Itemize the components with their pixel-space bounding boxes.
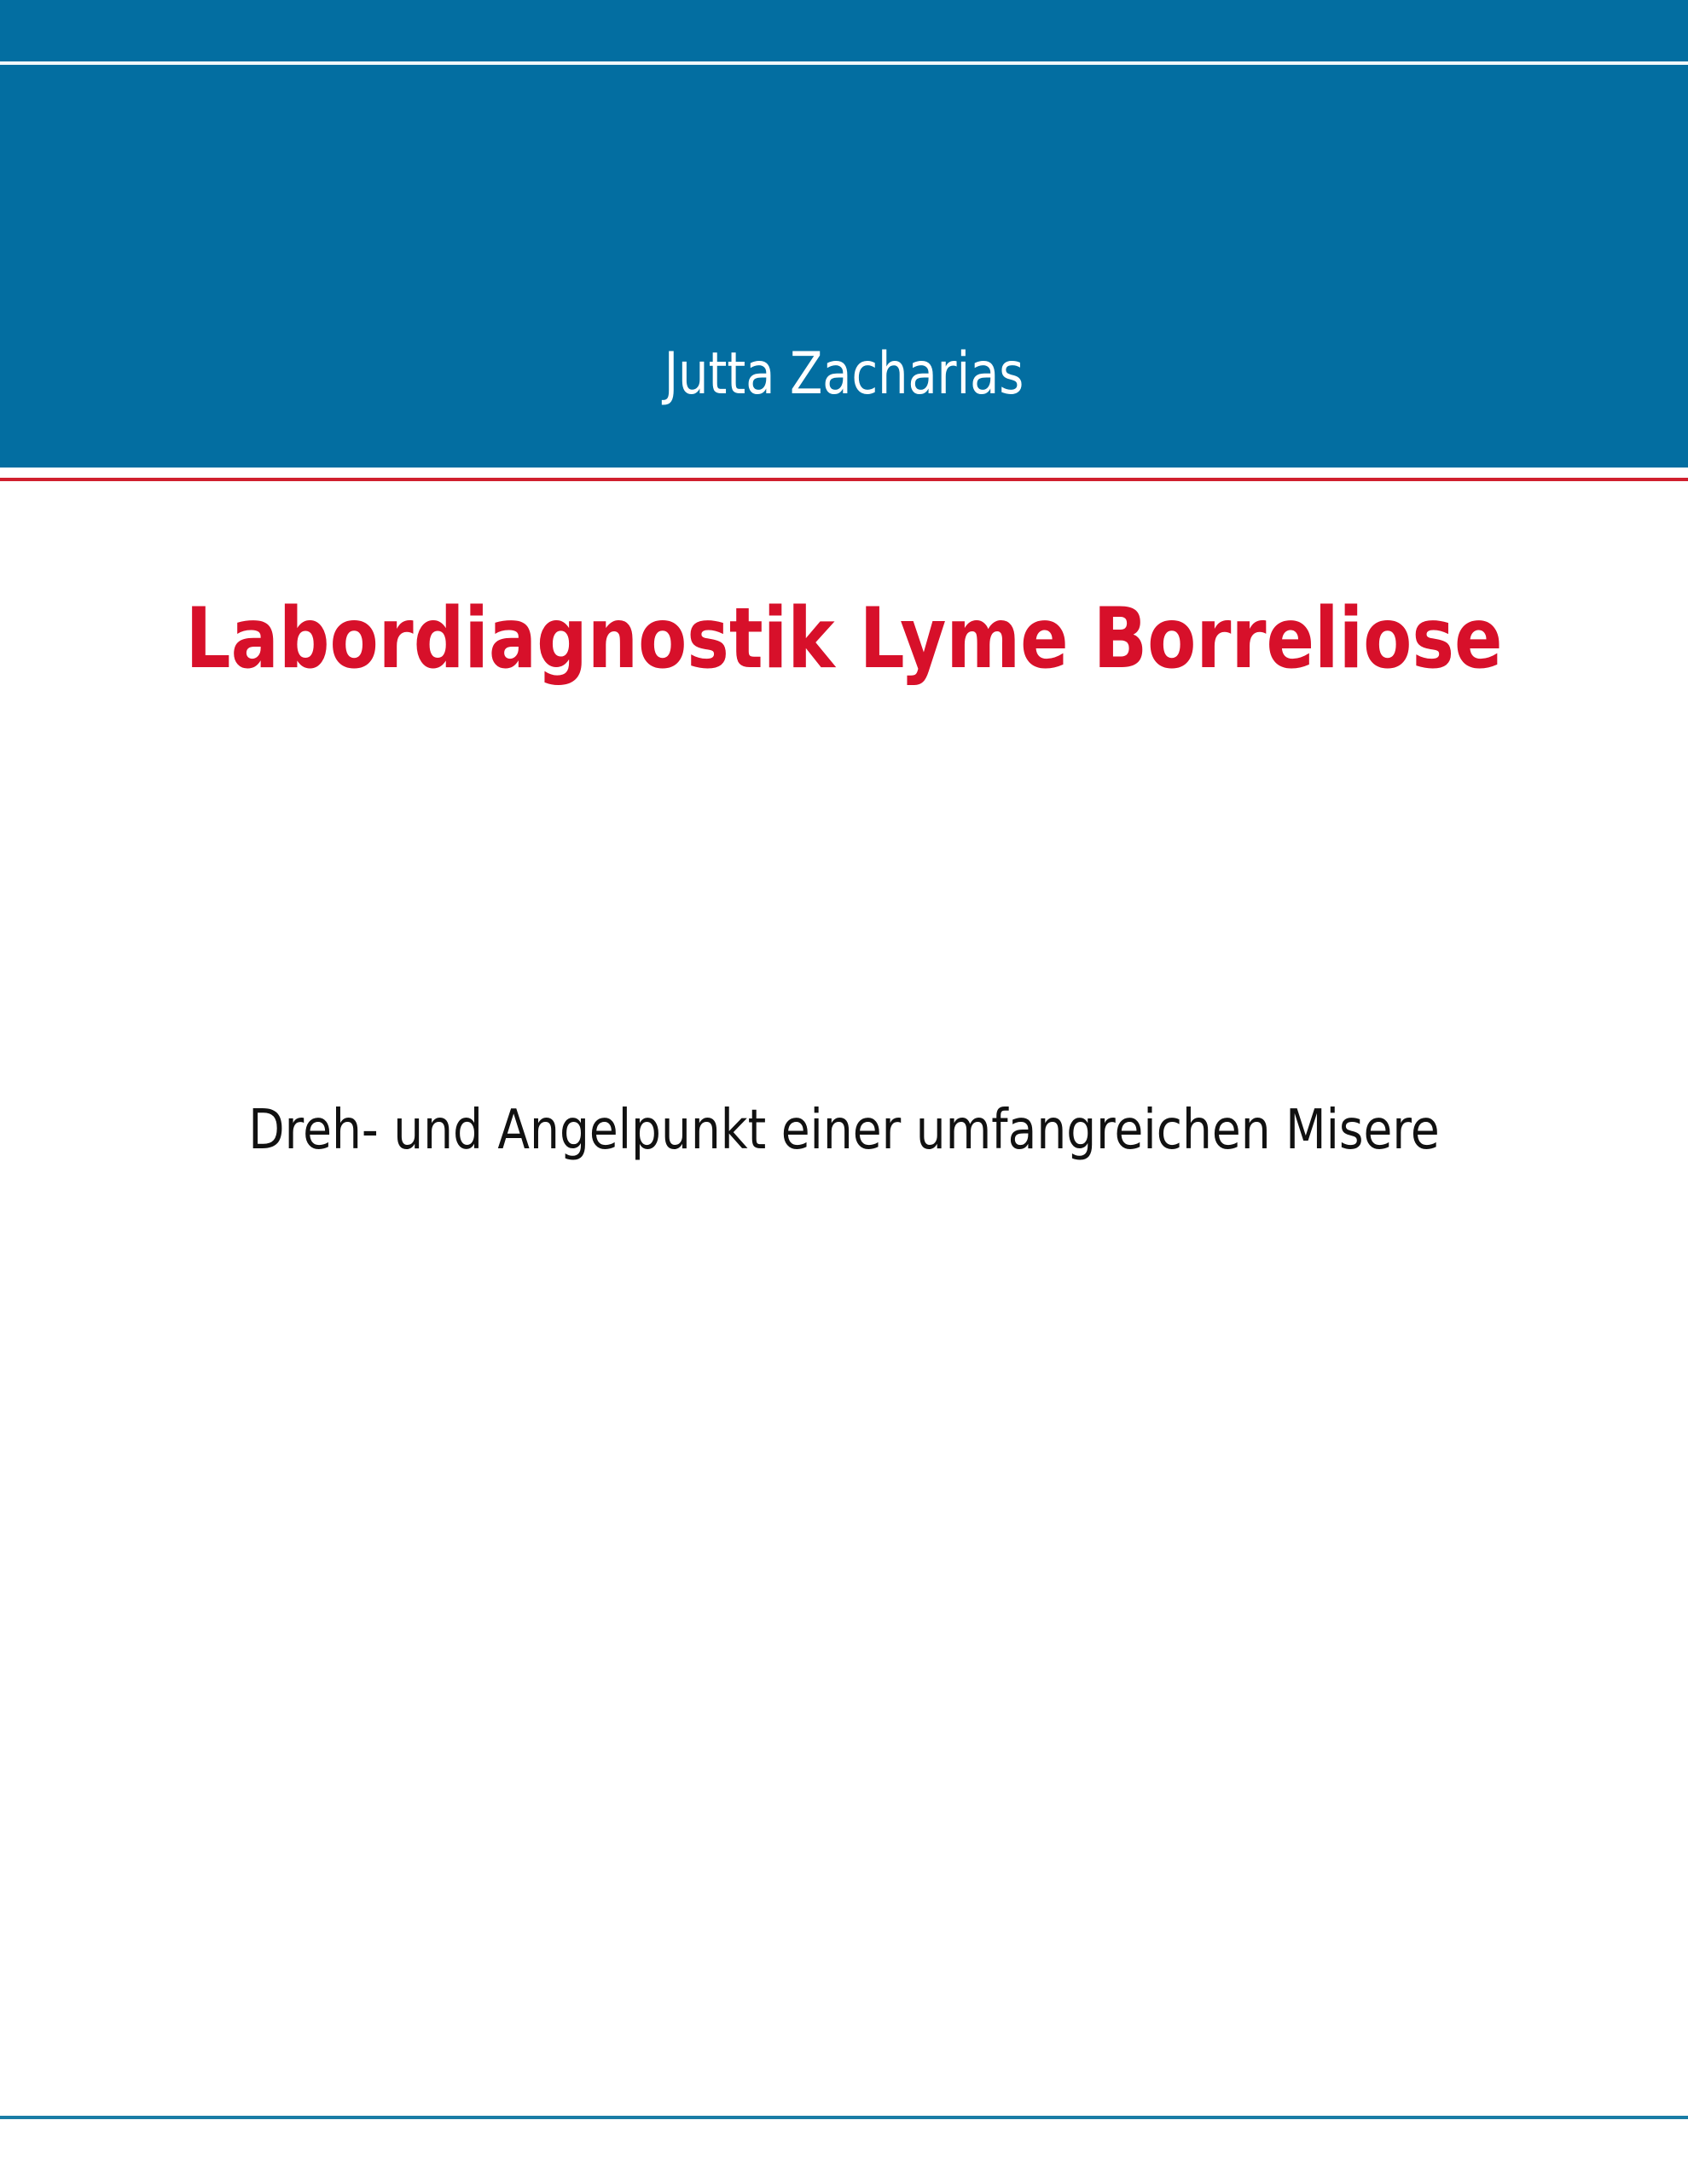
author-name: Jutta Zacharias [664,340,1024,408]
header-band [0,0,1688,468]
red-divider-line [0,478,1688,481]
bottom-divider-line [0,2116,1688,2119]
header-divider-line [0,61,1688,65]
book-subtitle: Dreh- und Angelpunkt einer umfangreichen Misere [248,1099,1440,1162]
book-title: Labordiagnostik Lyme Borreliose [185,590,1503,688]
